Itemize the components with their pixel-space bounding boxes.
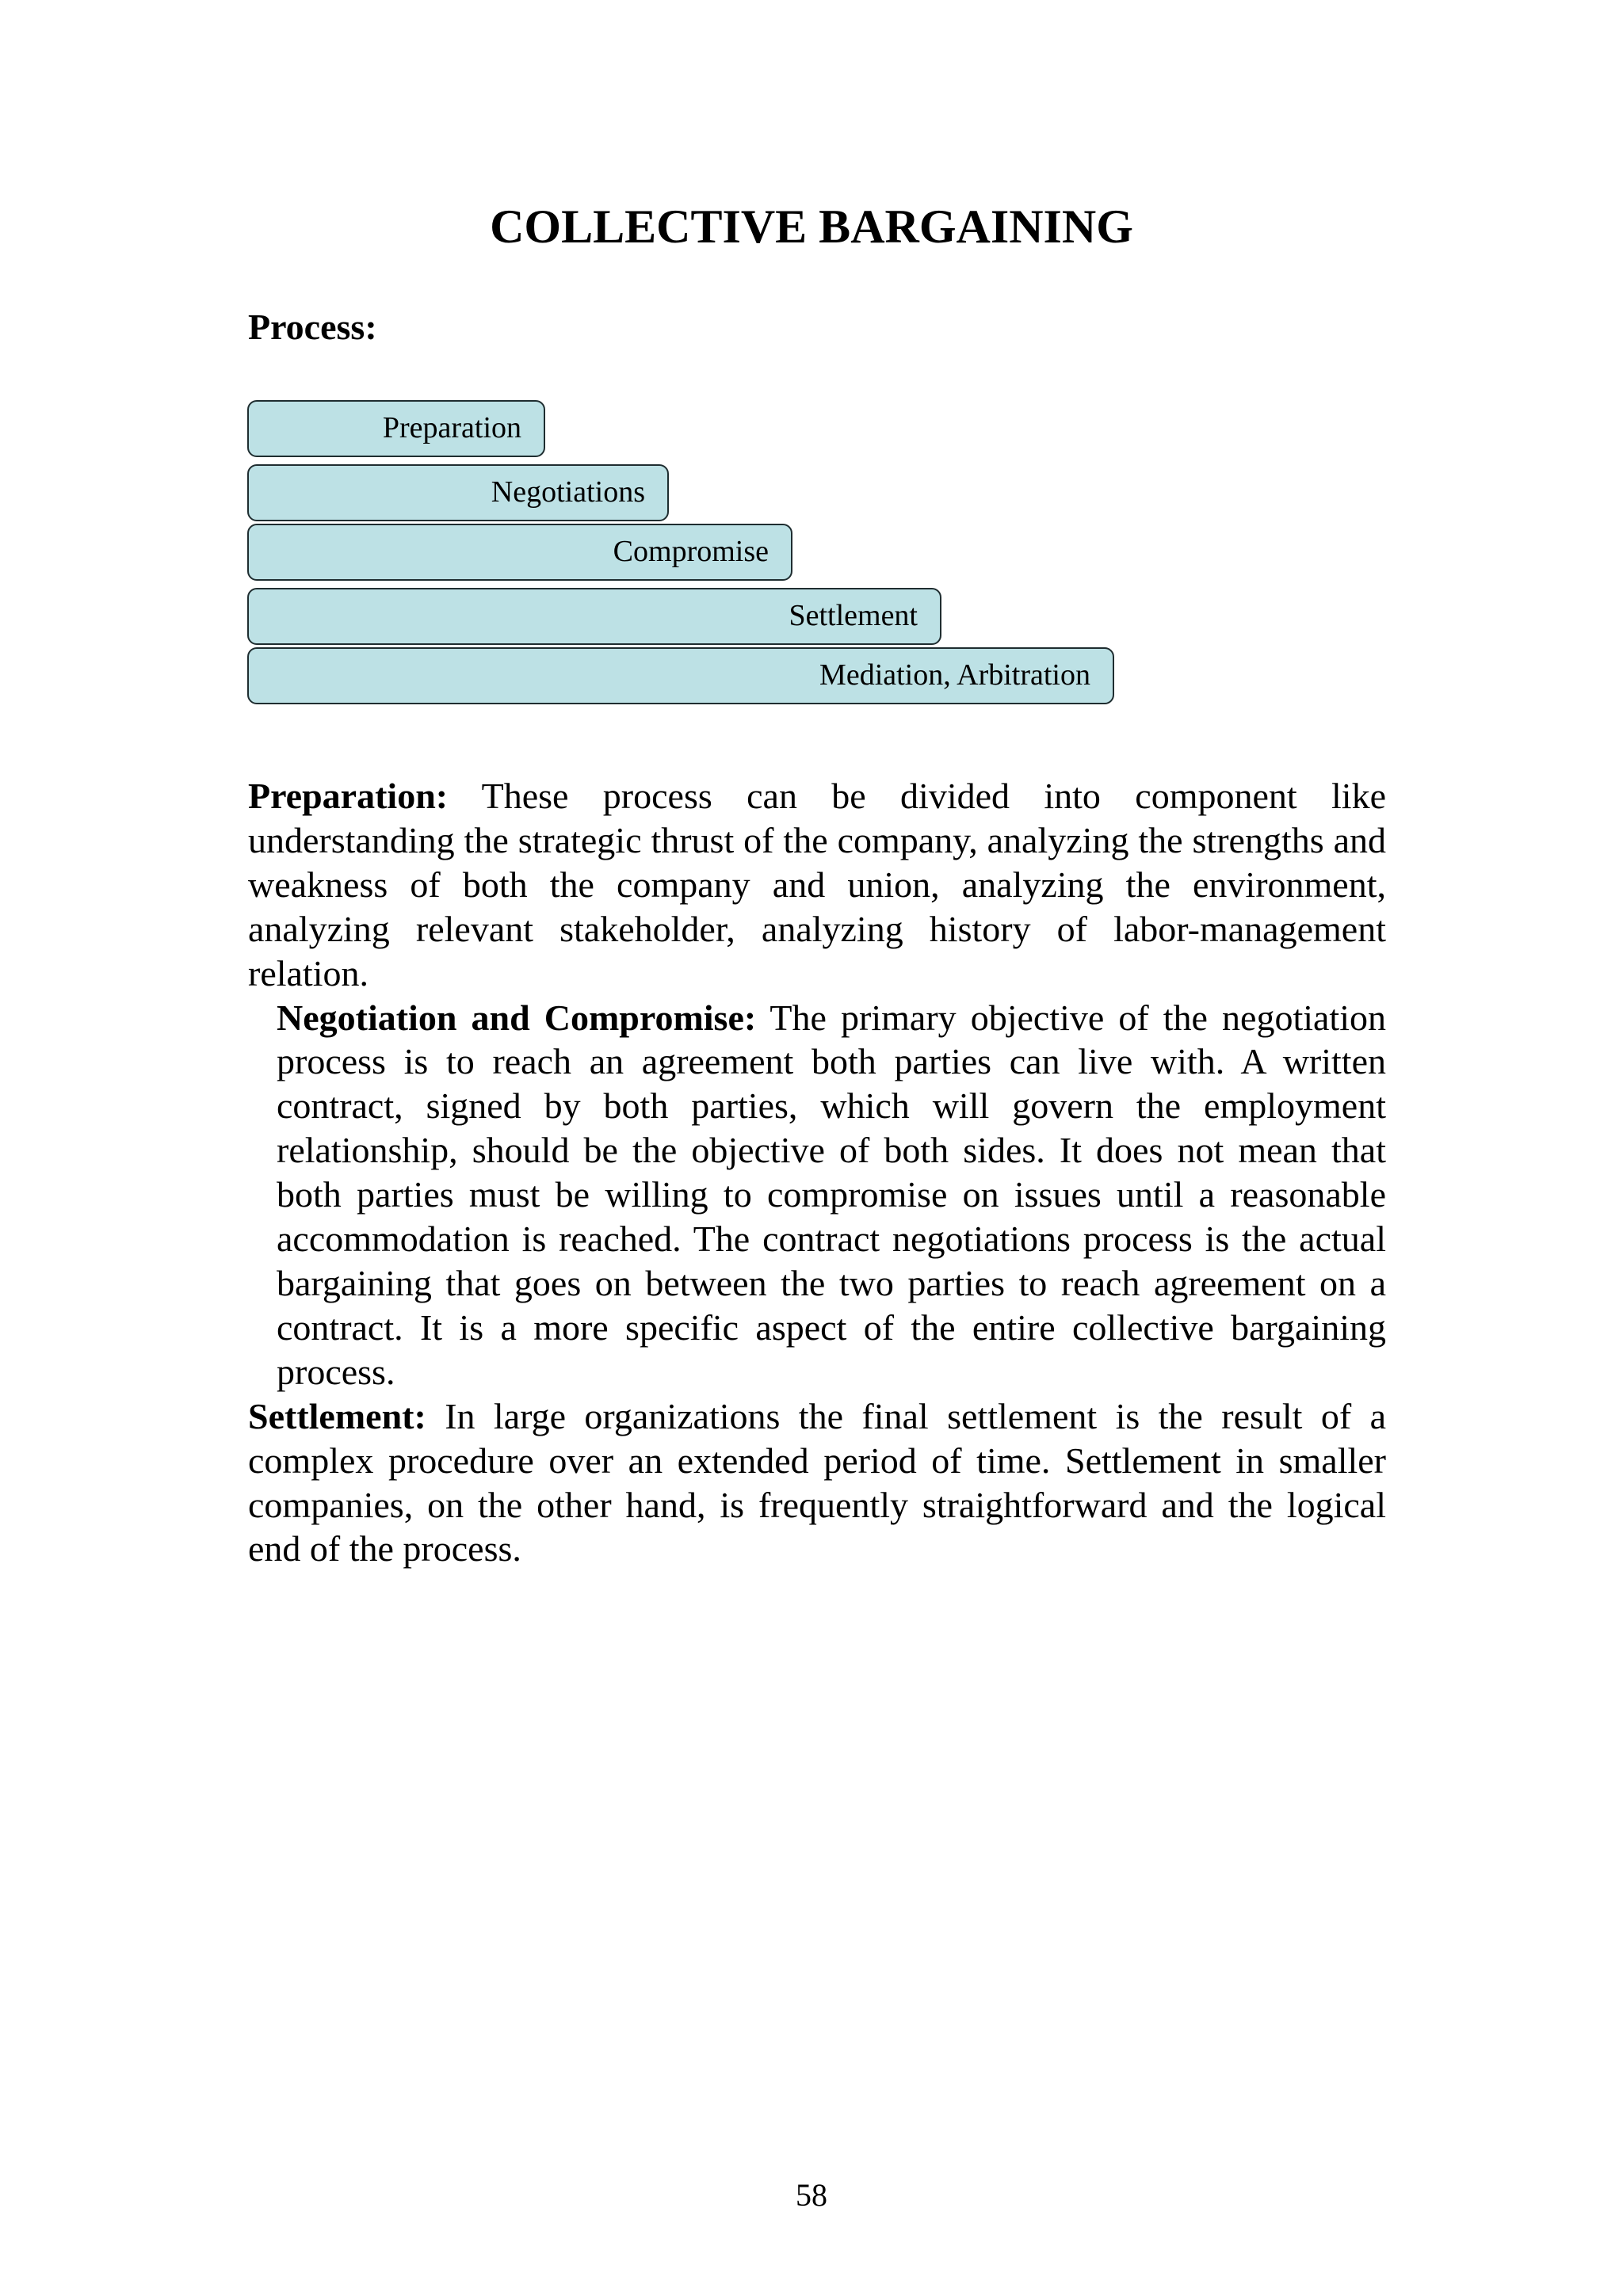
process-step-settlement: Settlement xyxy=(247,588,941,645)
paragraph-text: These process can be divided into component like understanding the strategic thrust of the company, analyzing the strengths and weakness of both the company and union, analyzing the environment, analyzing relevant stakeholder, analyzing history of labor-management relation. xyxy=(248,776,1386,994)
process-step-compromise: Compromise xyxy=(247,524,792,581)
paragraph-text: The primary objective of the negotiation process is to reach an agreement both parties can live with. A written contract, signed by both parties, which will govern the employment relationship, should be the objective of both sides. It does not mean that both parties must be willing to compromise on issues until a reasonable accommodation is reached. The contract negotiations process is the actual bargaining that goes on between the two parties to reach agreement on a contract. It is a more specific aspect of the entire collective bargaining process. xyxy=(277,997,1386,1392)
process-label: Process: xyxy=(248,307,377,347)
paragraph-preparation xyxy=(248,774,1386,996)
process-step-negotiations: Negotiations xyxy=(247,464,669,521)
body-text xyxy=(248,774,1386,1571)
paragraph-lead: Settlement: xyxy=(248,1395,426,1436)
paragraph-negotiation xyxy=(248,996,1386,1394)
paragraph-settlement xyxy=(248,1394,1386,1572)
paragraph-lead: Negotiation and Compromise: xyxy=(277,997,757,1038)
process-step-mediation-arbitration: Mediation, Arbitration xyxy=(247,647,1114,704)
paragraph-lead: Preparation: xyxy=(248,776,449,816)
paragraph-text: In large organizations the final settlement is the result of a complex procedure over an extended period of time. Settlement in smaller companies, on the other hand, is frequently straightforward and the logical end of the process. xyxy=(248,1395,1386,1569)
process-step-preparation: Preparation xyxy=(247,400,545,457)
page-number: 58 xyxy=(796,2177,827,2213)
page-title: COLLECTIVE BARGAINING xyxy=(490,200,1133,253)
